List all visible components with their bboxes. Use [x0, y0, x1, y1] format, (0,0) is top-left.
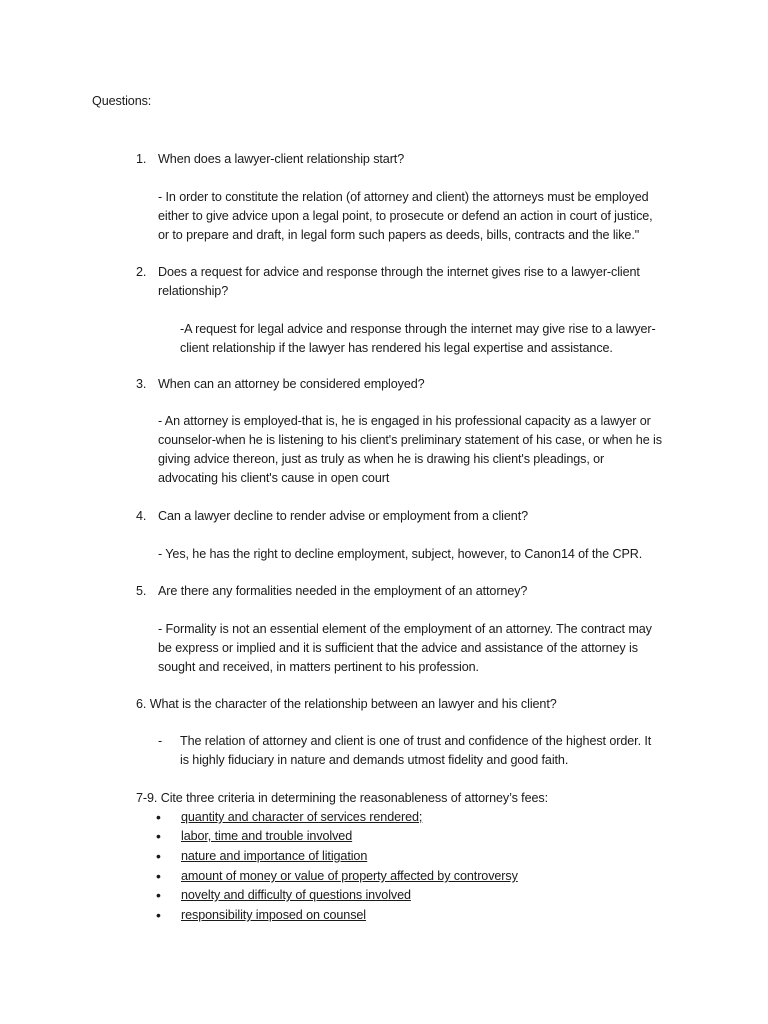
- q2-question-line: relationship?: [158, 284, 229, 298]
- q6-dash: -: [158, 734, 163, 748]
- q3-answer-line: advocating his client's cause in open court: [158, 471, 390, 485]
- q6-answer-line: The relation of attorney and client is one of trust and confidence of the highest order. It: [180, 734, 652, 748]
- bullet-icon: •: [156, 848, 161, 864]
- q6-answer: [180, 732, 680, 770]
- q5-answer-line: be express or implied and it is sufficient that the advice and assistance of the attorney is: [158, 641, 638, 655]
- list-item: novelty and difficulty of questions involved: [181, 888, 411, 902]
- q5-answer-line: sought and received, in matters pertinent to his profession.: [158, 660, 479, 674]
- q5-number: 5.: [136, 584, 147, 598]
- q1-answer-line: or to prepare and draft, in legal form such papers as deeds, bills, contracts and the like.": [158, 228, 640, 242]
- list-item: labor, time and trouble involved: [181, 829, 353, 843]
- q1-number: 1.: [136, 152, 147, 166]
- q4-question: Can a lawyer decline to render advise or employment from a client?: [158, 509, 528, 523]
- q2-question-line: Does a request for advice and response through the internet gives rise to a lawyer-client: [158, 265, 640, 279]
- q3-answer-line: counselor-when he is listening to his client's preliminary statement of his case, or when he is: [158, 433, 662, 447]
- q3-question: When can an attorney be considered employed?: [158, 377, 425, 391]
- q1-question: When does a lawyer-client relationship start?: [158, 152, 405, 166]
- list-item: nature and importance of litigation: [181, 849, 368, 863]
- bullet-icon: •: [156, 828, 161, 844]
- q3-answer-line: - An attorney is employed-that is, he is engaged in his professional capacity as a lawyer or: [158, 414, 651, 428]
- list-item: responsibility imposed on counsel: [181, 908, 367, 922]
- page-heading: Questions:: [92, 94, 152, 108]
- q2-answer-line: -A request for legal advice and response through the internet may give rise to a lawyer-: [180, 322, 656, 336]
- bullet-icon: •: [156, 907, 161, 923]
- q4-answer: - Yes, he has the right to decline employment, subject, however, to Canon14 of the CPR.: [158, 547, 643, 561]
- bullet-icon: •: [156, 809, 161, 825]
- q4-number: 4.: [136, 509, 147, 523]
- q1-answer-line: - In order to constitute the relation (of attorney and client) the attorneys must be employed: [158, 190, 649, 204]
- q3-number: 3.: [136, 377, 147, 391]
- q7-question: 7-9. Cite three criteria in determining the reasonableness of attorney’s fees:: [136, 791, 548, 805]
- q2-number: 2.: [136, 265, 147, 279]
- q1-answer-line: either to give advice upon a legal point, to prosecute or defend an action in court of justice,: [158, 209, 653, 223]
- bullet-icon: •: [156, 887, 161, 903]
- bullet-icon: •: [156, 868, 161, 884]
- q2-question: [158, 263, 640, 301]
- q5-answer: [158, 620, 698, 677]
- q2-answer: [180, 320, 680, 358]
- q5-question: Are there any formalities needed in the employment of an attorney?: [158, 584, 528, 598]
- q5-answer-line: - Formality is not an essential element of the employment of an attorney. The contract may: [158, 622, 652, 636]
- list-item: quantity and character of services rendered;: [181, 810, 423, 824]
- q2-answer-line: client relationship if the lawyer has rendered his legal expertise and assistance.: [180, 341, 613, 355]
- q6-answer-line: is highly fiduciary in nature and demands utmost fidelity and good faith.: [180, 753, 569, 767]
- q1-answer: [158, 188, 698, 245]
- q6-question: 6. What is the character of the relationship between an lawyer and his client?: [136, 697, 557, 711]
- q3-answer: [158, 412, 698, 488]
- list-item: amount of money or value of property affected by controversy: [181, 869, 518, 883]
- q3-answer-line: giving advice thereon, just as truly as when he is drawing his client's pleadings, or: [158, 452, 605, 466]
